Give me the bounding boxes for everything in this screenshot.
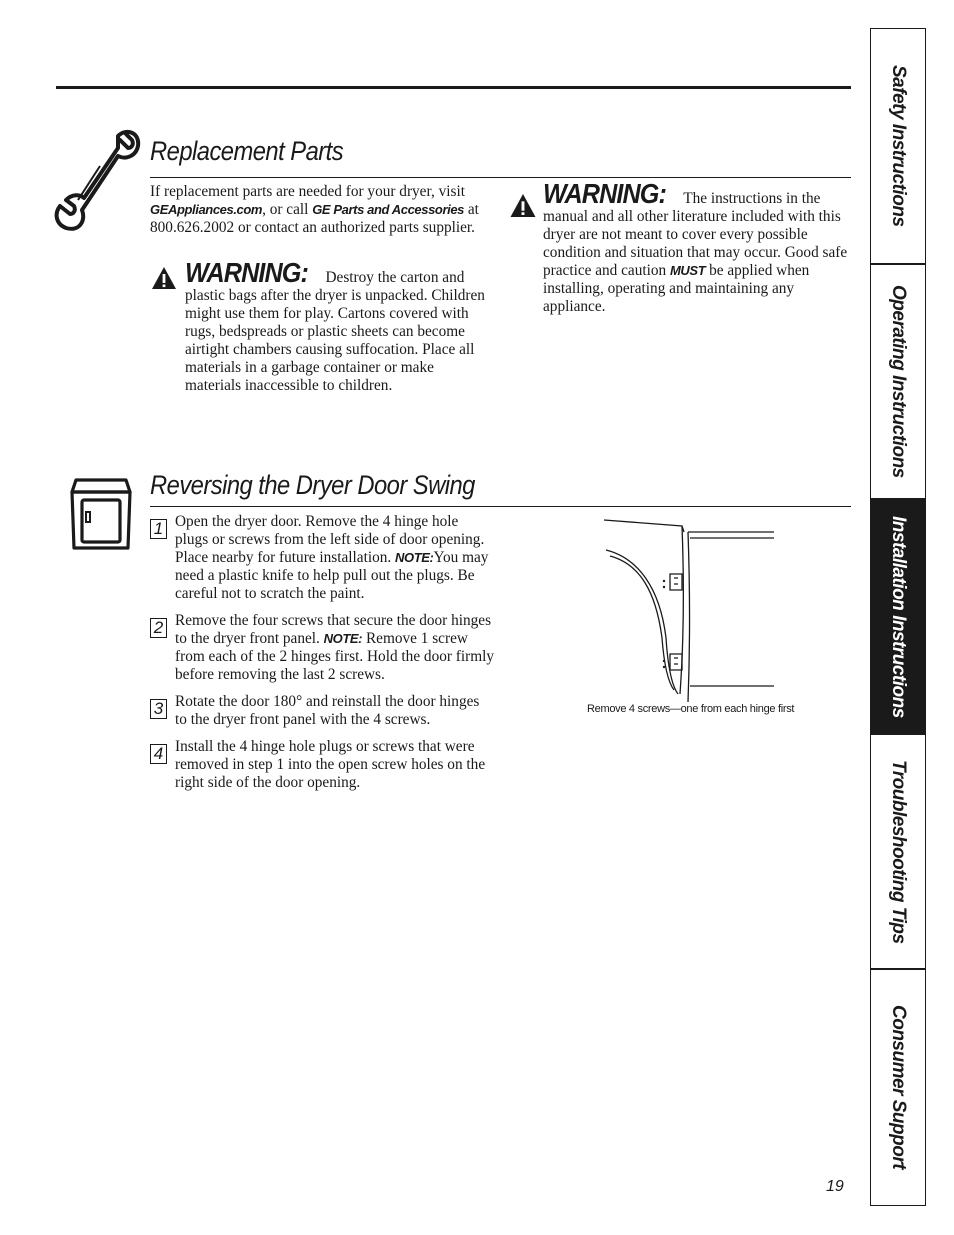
step-1-text: Open the dryer door. Remove the 4 hinge hole plugs or screws from the left side of door opening. Place nearby for future installation. NOTE:You may need a plastic knife to help pull out the plugs. Be careful not to scratch the paint.: [175, 513, 489, 602]
warning-label: WARNING:: [543, 178, 666, 209]
tab-operating-instructions[interactable]: Operating Instructions: [871, 265, 925, 500]
warning-triangle-icon: [151, 266, 177, 295]
step-number: 2: [150, 618, 167, 638]
door-swing-rule: [150, 506, 851, 507]
warning-label: WARNING:: [185, 257, 308, 288]
replacement-parts-title: Replacement Parts: [150, 136, 344, 166]
step-2-text: Remove the four screws that secure the door hinges to the dryer front panel. NOTE: Remove 1 screw from each of the 2 hinges first. Hold the door firmly before removing the last 2 screws.: [175, 612, 495, 683]
note-label: NOTE:: [323, 631, 363, 646]
step-number: 1: [150, 519, 167, 539]
dryer-icon: [68, 476, 132, 552]
top-rule: [56, 86, 851, 89]
wrench-icon: [52, 126, 144, 236]
tab-consumer-support[interactable]: Consumer Support: [888, 1005, 909, 1170]
tab-safety-instructions[interactable]: Safety Instructions: [871, 29, 925, 265]
diagram-caption: Remove 4 screws—one from each hinge first: [587, 703, 795, 715]
step-3-text: Rotate the door 180° and reinstall the door hinges to the dryer front panel with the 4 screws.: [175, 693, 480, 728]
note-label: NOTE:: [395, 550, 434, 565]
step-number: 3: [150, 699, 167, 719]
door-hinge-diagram: [598, 518, 774, 702]
warning-instructions: WARNING: The instructions in the manual and all other literature included with this dryer are not meant to cover every possible condition and situation that may occur. Good safe practice and caution MUST be applied when installing, operating and maintaining any appliance.: [543, 178, 848, 315]
replacement-parts-rule: [150, 177, 851, 178]
warning-triangle-icon: [509, 193, 537, 223]
ge-appliances-link[interactable]: GEAppliances.com: [150, 202, 263, 217]
tab-installation-instructions[interactable]: Installation Instructions: [871, 500, 925, 735]
page-number: 19: [826, 1178, 844, 1195]
must-emphasis: MUST: [670, 263, 706, 278]
door-swing-title: Reversing the Dryer Door Swing: [150, 470, 475, 500]
step-4-text: Install the 4 hinge hole plugs or screws that were removed in step 1 into the open screw holes on the right side of the door opening.: [175, 738, 486, 791]
step-number: 4: [150, 744, 167, 764]
tab-troubleshooting-tips[interactable]: Troubleshooting Tips: [871, 735, 925, 970]
replacement-parts-intro: If replacement parts are needed for your dryer, visit GEAppliances.com, or call GE Parts and Accessories at 800.626.2002 or contact an authorized parts supplier.: [150, 183, 479, 236]
warning-carton: WARNING: Destroy the carton and plastic bags after the dryer is unpacked. Children might use them for play. Cartons covered with rugs, bedspreads or plastic sheets can become airtight chambers causing suffocation. Place all materials in a garbage container or make materials inaccessible to children.: [185, 257, 485, 394]
ge-parts-accessories: GE Parts and Accessories: [312, 202, 464, 217]
